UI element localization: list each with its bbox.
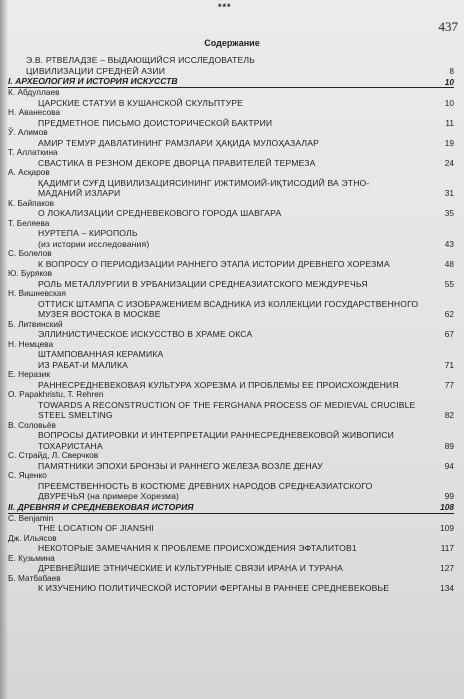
toc-entry [8, 128, 454, 148]
toc-author: К. Байпаков [8, 197, 54, 208]
toc-author: Е. Кузьмина [8, 552, 55, 563]
toc-page-number: 109 [440, 523, 454, 533]
toc-page-number: 24 [444, 157, 454, 168]
toc-author: Н. Аванесова [8, 107, 61, 117]
toc-title-line: ДВУРЕЧЬЯ (на примере Хорезма) [38, 491, 180, 501]
toc-title-line: МУЗЕЯ ВОСТОКА В МОСКВЕ [38, 309, 161, 319]
toc-title [8, 259, 454, 270]
toc-title [8, 523, 454, 534]
toc-page-number: 99 [444, 491, 454, 501]
toc-author: Н. Вишневская [8, 288, 67, 298]
toc-entry [8, 514, 454, 534]
toc-author: К. Абдуллаев [8, 87, 60, 97]
toc-author: С. Яценко [8, 470, 47, 480]
toc-page-number: 117 [440, 543, 454, 553]
toc-page-number: 10 [444, 97, 454, 108]
toc-entry [8, 168, 454, 199]
toc-page-number: 31 [444, 188, 454, 198]
toc-title-line: STEEL SMELTING [38, 410, 113, 420]
toc-author: Т. Аллаткина [8, 147, 58, 157]
page-edge-shadow [0, 0, 8, 699]
toc-title-line: ЭЛЛИНИСТИЧЕСКОЕ ИСКУССТВО В ХРАМЕ ОКСА [38, 329, 253, 339]
table-of-contents [8, 55, 454, 594]
toc-entry [8, 108, 454, 128]
toc-title-line: ВОПРОСЫ ДАТИРОВКИ И ИНТЕРПРЕТАЦИИ РАННЕСРЕДНЕВЕКОВОЙ ЖИВОПИСИ [38, 430, 395, 440]
toc-page-number: 10 [444, 76, 454, 87]
toc-page-number: 11 [445, 117, 454, 128]
toc-title [8, 208, 454, 219]
toc-title [8, 349, 454, 370]
toc-entry [8, 199, 454, 219]
toc-entry [8, 574, 454, 594]
toc-author: Ў. Алимов [8, 127, 48, 137]
toc-title-line: ПАМЯТНИКИ ЭПОХИ БРОНЗЫ И РАННЕГО ЖЕЛЕЗА ВОЗЛЕ ДЕНАУ [38, 460, 323, 471]
toc-title-line: ПРЕЕМСТВЕННОСТЬ В КОСТЮМЕ ДРЕВНИХ НАРОДОВ СРЕДНЕАЗИАТСКОГО [38, 480, 373, 491]
toc-entry [8, 554, 454, 574]
toc-title-line: К ВОПРОСУ О ПЕРИОДИЗАЦИИ РАННЕГО ЭТАПА ИСТОРИИ ДРЕВНЕГО ХОРЕЗМА [38, 258, 390, 269]
toc-author: С. Страйд, Л. Сверчков [8, 450, 99, 460]
toc-entry [8, 289, 454, 320]
toc-title-line: ЦИВИЛИЗАЦИИ СРЕДНЕЙ АЗИИ [26, 65, 166, 76]
toc-entry [8, 340, 454, 371]
toc-author: Н. Немцева [8, 338, 54, 349]
toc-entry [8, 55, 454, 76]
toc-page-number: 71 [444, 359, 454, 370]
toc-entry [8, 249, 454, 269]
toc-title [8, 55, 454, 76]
toc-page-number: 62 [444, 309, 454, 319]
toc-author: Ю. Буряков [8, 268, 53, 278]
toc-entry [8, 471, 454, 502]
toc-page-number: 108 [440, 502, 454, 512]
toc-page-number: 55 [444, 278, 454, 289]
toc-title [8, 178, 454, 199]
toc-section-heading: II. ДРЕВНЯЯ И СРЕДНЕВЕКОВАЯ ИСТОРИЯ 108 [8, 501, 454, 512]
page-title: Содержание [204, 38, 260, 48]
header-ornament: *** [218, 2, 232, 12]
toc-page-number: 82 [444, 410, 454, 420]
toc-page-number: 67 [444, 329, 454, 339]
toc-title-line: ПРЕДМЕТНОЕ ПИСЬМО ДОИСТОРИЧЕСКОЙ БАКТРИИ [38, 117, 273, 128]
toc-entry [8, 269, 454, 289]
toc-title-line: ДРЕВНЕЙШИЕ ЭТНИЧЕСКИЕ И КУЛЬТУРНЫЕ СВЯЗИ ИРАНА И ТУРАНА [38, 563, 344, 573]
toc-page-number: 43 [444, 238, 454, 249]
toc-author: С. Benjamin [8, 512, 54, 523]
toc-title [8, 329, 454, 340]
toc-title [8, 461, 454, 472]
toc-title [8, 279, 454, 290]
toc-title-line: О ЛОКАЛИЗАЦИИ СРЕДНЕВЕКОВОГО ГОРОДА ШАВГАРА [38, 208, 282, 218]
toc-title-line: ШТАМПОВАННАЯ КЕРАМИКА [38, 349, 164, 359]
toc-entry [8, 451, 454, 471]
toc-title [8, 543, 454, 554]
toc-author: Б. Матбабаев [8, 572, 61, 583]
page-number: 437 [438, 19, 458, 34]
toc-section-heading: I. АРХЕОЛОГИЯ И ИСТОРИЯ ИСКУССТВ 10 [8, 76, 454, 87]
toc-title-line: СВАСТИКА В РЕЗНОМ ДЕКОРЕ ДВОРЦА ПРАВИТЕЛЕЙ ТЕРМЕЗА [38, 157, 316, 168]
toc-title [8, 138, 454, 149]
toc-entry [8, 88, 454, 108]
toc-title [8, 430, 454, 451]
toc-entry [8, 534, 454, 554]
toc-title [8, 400, 454, 421]
toc-title [8, 583, 454, 594]
toc-title-line: TOWARDS A RECONSTRUCTION OF THE FERGHANA PROCESS OF MEDIEVAL CRUCIBLE [38, 399, 416, 410]
toc-entry [8, 370, 454, 390]
toc-title-line: (из истории исследования) [38, 238, 150, 249]
toc-title [8, 481, 454, 502]
toc-author: Т. Беляева [8, 217, 50, 228]
toc-title-line: ҚАДИМГИ СУҒД ЦИВИЛИЗАЦИЯСИНИНГ ИЖТИМОИЙ-ИҚТИСОДИЙ ВА ЭТНО- [38, 177, 370, 188]
toc-title [8, 563, 454, 574]
toc-title [8, 158, 454, 169]
toc-entry [8, 390, 454, 421]
toc-page-number: 94 [444, 460, 454, 471]
toc-title-line: ЦАРСКИЕ СТАТУИ В КУШАНСКОЙ СКУЛЬПТУРЕ [38, 97, 243, 108]
toc-page-number: 89 [444, 440, 454, 451]
toc-title [8, 299, 454, 320]
toc-author: Е. Неразик [8, 369, 50, 379]
toc-page-number: 48 [444, 258, 454, 269]
toc-author: О. Papakhristu, Т. Rehren [8, 389, 104, 399]
toc-title [8, 98, 454, 109]
toc-entry [8, 421, 454, 452]
toc-title-line: ТОХАРИСТАНА [38, 440, 103, 451]
toc-author: Дж. Ильясов [8, 532, 57, 543]
toc-title-line: РОЛЬ МЕТАЛЛУРГИИ В УРБАНИЗАЦИИ СРЕДНЕАЗИАТСКОГО МЕЖДУРЕЧЬЯ [38, 278, 368, 289]
toc-title-line: НУРТЕПА – КИРОПОЛЬ [38, 228, 138, 238]
toc-title-line: ОТТИСК ШТАМПА С ИЗОБРАЖЕНИЕМ ВСАДНИКА ИЗ КОЛЛЕКЦИИ ГОСУДАРСТВЕННОГО [38, 298, 419, 309]
toc-page-number: 35 [444, 208, 454, 218]
toc-title-line: Э.В. РТВЕЛАДЗЕ – ВЫДАЮЩИЙСЯ ИССЛЕДОВАТЕЛЬ [26, 55, 255, 65]
toc-title-line: АМИР ТЕМУР ДАВЛАТИНИНГ РАМЗЛАРИ ҲАҚИДА МУЛОҲАЗАЛАР [38, 137, 319, 148]
toc-author: А. Асқаров [8, 167, 50, 177]
toc-author: В. Соловьёв [8, 419, 56, 430]
toc-page-number: 77 [444, 379, 454, 390]
toc-title-line: МАДАНИЙ ИЗЛАРИ [38, 188, 121, 198]
toc-page-number: 134 [440, 583, 454, 593]
toc-entry [8, 148, 454, 168]
toc-title-line: ИЗ РАБАТ-И МАЛИКА [38, 359, 129, 370]
toc-title-line: НЕКОТОРЫЕ ЗАМЕЧАНИЯ К ПРОБЛЕМЕ ПРОИСХОЖДЕНИЯ ЭФТАЛИТОВ1 [38, 543, 357, 553]
toc-page-number: 127 [440, 563, 454, 573]
toc-title-line: THE LOCATION OF JIANSHI [38, 523, 154, 533]
toc-page-number: 8 [449, 65, 454, 76]
toc-title-line: РАННЕСРЕДНЕВЕКОВАЯ КУЛЬТУРА ХОРЕЗМА И ПРОБЛЕМЫ ЕЕ ПРОИСХОЖДЕНИЯ [38, 379, 399, 390]
toc-author: Б. Литвинский [8, 318, 63, 329]
toc-entry [8, 320, 454, 340]
toc-title-line: К ИЗУЧЕНИЮ ПОЛИТИЧЕСКОЙ ИСТОРИИ ФЕРГАНЫ В РАННЕЕ СРЕДНЕВЕКОВЬЕ [38, 583, 390, 593]
toc-title [8, 228, 454, 249]
toc-page-number: 19 [444, 137, 454, 148]
toc-title [8, 118, 454, 129]
toc-author: С. Болелов [8, 248, 52, 258]
toc-entry [8, 219, 454, 250]
